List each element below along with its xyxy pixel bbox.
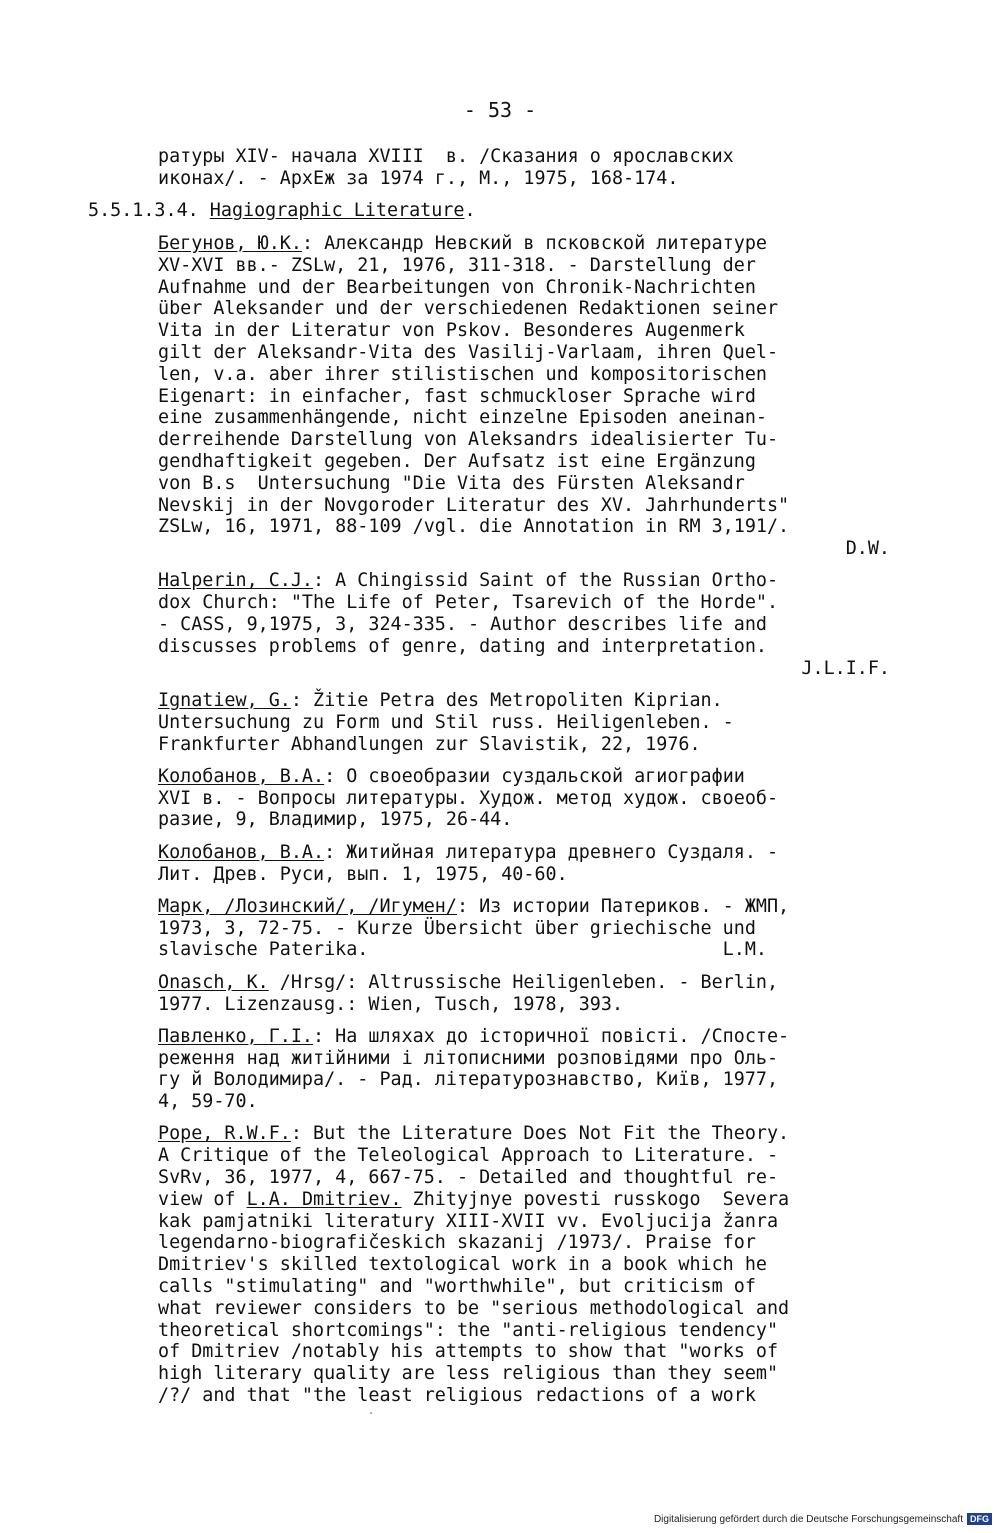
bibliography-entry [158, 766, 898, 831]
entry-line [158, 690, 898, 712]
entry-text: реження над житійними і літописними розповідями про Оль- [158, 1047, 779, 1069]
entry-text: view of [158, 1188, 247, 1210]
scan-speck [370, 1412, 372, 1414]
entry-line [158, 864, 898, 886]
entry-text: : Из истории Патериков. - ЖМП, [456, 895, 790, 917]
entry-line [158, 788, 898, 810]
entry-line [158, 972, 898, 994]
entry-text: XVI в. - Вопросы литературы. Худож. метод худож. своеоб- [158, 787, 779, 809]
entry-line [158, 766, 898, 788]
bibliography-entry [158, 690, 898, 755]
entry-line [158, 1123, 898, 1145]
entry-line [158, 712, 898, 734]
entry-line [158, 342, 898, 364]
entry-line [158, 614, 898, 636]
entry-text: XV-XVI вв.- ZSLw, 21, 1976, 311-318. - Darstellung der [158, 254, 756, 276]
section-period: . [464, 200, 476, 221]
entry-text: discusses problems of genre, dating and interpretation. [158, 635, 767, 657]
continuation-text [158, 146, 898, 190]
entry-author: Pope, R.W.F. [158, 1123, 291, 1145]
entry-line [158, 233, 898, 255]
entry-text: eine zusammenhängende, nicht einzelne Episoden aneinan- [158, 407, 767, 429]
page-number: - 53 - [463, 98, 537, 122]
entry-line [158, 1320, 898, 1342]
entry-line [158, 1189, 898, 1211]
bibliography-entry [158, 972, 898, 1016]
entry-line [158, 255, 898, 277]
bibliography-entry [158, 1026, 898, 1113]
entry-line [158, 320, 898, 342]
entry-text: ZSLw, 16, 1971, 88-109 /vgl. die Annotation in RM 3,191/. [158, 516, 790, 538]
entry-line [158, 1254, 898, 1276]
entry-line [158, 1363, 898, 1385]
entry-text: 1977. Lizenzausg.: Wien, Tusch, 1978, 393. [158, 993, 624, 1015]
entry-text: dox Church: "The Life of Peter, Tsarevich of the Horde". [158, 592, 779, 614]
entry-line [158, 451, 898, 473]
entry-text: Aufnahme und der Bearbeitungen von Chronik-Nachrichten [158, 276, 756, 298]
bibliography-entry [158, 1123, 898, 1406]
entry-text: of Dmitriev /notably his attempts to show that "works of [158, 1341, 779, 1363]
entry-line [158, 1069, 898, 1091]
entry-text: high literary quality are less religious than they seem" [158, 1363, 779, 1385]
entry-line [158, 994, 898, 1016]
entry-line [158, 939, 898, 961]
entry-text: what reviewer considers to be "serious methodological and [158, 1297, 790, 1319]
entry-text: gendhaftigkeit gegeben. Der Aufsatz ist eine Ergänzung [158, 450, 756, 472]
bibliography-entry [158, 233, 898, 560]
entry-text: /?/ and that "the least religious redactions of a work [158, 1385, 756, 1407]
entry-text: : Житийная литература древнего Суздаля. - [324, 841, 779, 863]
entry-text: SvRv, 36, 1977, 4, 667-75. - Detailed and thoughtful re- [158, 1167, 779, 1189]
entry-line [158, 364, 898, 386]
entry-author: Колобанов, В.А. [158, 841, 325, 863]
entry-author: Марк, /Лозинский/, /Игумен/ [158, 895, 457, 917]
digitization-footer [654, 1513, 992, 1525]
bibliography-entry [158, 570, 898, 679]
entry-text: kak pamjatniki literatury XIII-XVII vv. Evoljucija žanra [158, 1210, 779, 1232]
entry-text: Dmitriev's skilled textological work in a book which he [158, 1254, 767, 1276]
entry-text: 1973, 3, 72-75. - Kurze Übersicht über griechische und [158, 917, 756, 939]
entry-text: A Critique of the Teleological Approach to Literature. - [158, 1145, 779, 1167]
entry-text: : A Chingissid Saint of the Russian Ortho- [313, 570, 779, 592]
entry-line [158, 407, 898, 429]
entry-line [158, 809, 898, 831]
continuation-line: иконах/. - АрхЕж за 1974 г., М., 1975, 168-174. [158, 167, 679, 189]
entry-text: Eigenart: in einfacher, fast schmuckloser Sprache wird [158, 385, 756, 407]
entry-line [158, 473, 898, 495]
entry-text: slavische Paterika. L.M. [158, 939, 767, 961]
continuation-line: ратуры XIV- начала XVIII в. /Сказания о ярославских [158, 146, 734, 167]
bibliography-entry [158, 896, 898, 961]
entry-line [158, 896, 898, 918]
entry-line [158, 1167, 898, 1189]
entry-text: разие, 9, Владимир, 1975, 26-44. [158, 809, 513, 831]
entry-line [158, 1232, 898, 1254]
entry-text: über Aleksander und der verschiedenen Redaktionen seiner [158, 298, 779, 320]
entry-author: Павленко, Г.І. [158, 1025, 314, 1047]
entry-line [158, 918, 898, 940]
section-number: 5.5.1.3.4. [88, 200, 210, 221]
entry-text: gilt der Aleksandr-Vita des Vasilij-Varlaam, ihren Quel- [158, 341, 779, 363]
entry-author: Ignatiew, G. [158, 689, 291, 711]
reviewer-initials: J.L.I.F. [801, 657, 890, 679]
entry-text: legendarno-biografičeskich skazanij /1973/. Praise for [158, 1232, 756, 1254]
entry-line [158, 1276, 898, 1298]
entry-line [158, 386, 898, 408]
entry-line [158, 1385, 898, 1407]
entry-text: : But the Literature Does Not Fit the Theory. [290, 1123, 790, 1145]
entry-line [158, 277, 898, 299]
entry-text: Vita in der Literatur von Pskov. Besonderes Augenmerk [158, 320, 745, 342]
entry-line [158, 1341, 898, 1363]
section-title: Hagiographic Literature [209, 200, 465, 221]
entry-text: derreihende Darstellung von Aleksandrs idealisierter Tu- [158, 429, 779, 451]
entry-line [158, 1211, 898, 1233]
entry-text: : Александр Невский в псковской литературе [301, 233, 767, 254]
entry-line [158, 1091, 898, 1113]
entry-text: theoretical shortcomings": the "anti-religious tendency" [158, 1319, 779, 1341]
entry-line [158, 495, 898, 517]
entry-text: : О своеобразии суздальской агиографии [324, 765, 745, 787]
bibliography-entry [158, 842, 898, 886]
entry-line [158, 1048, 898, 1070]
entry-line [158, 429, 898, 451]
footer-text: Digitalisierung gefördert durch die Deutsche Forschungsgemeinschaft [653, 1513, 963, 1525]
entry-author: Onasch, K. [158, 971, 269, 993]
entry-line [158, 1298, 898, 1320]
entry-line [158, 592, 898, 614]
entry-text: Untersuchung zu Form und Stil russ. Heiligenleben. - [158, 711, 734, 733]
entry-text: - CASS, 9,1975, 3, 324-335. - Author describes life and [158, 614, 767, 636]
entry-text: : На шляхах до історичної повісті. /Спосте- [313, 1025, 790, 1047]
entry-author: Бегунов, Ю.К. [158, 233, 302, 254]
entry-author: Halperin, C.J. [158, 570, 314, 592]
entry-line [158, 1145, 898, 1167]
entry-text: 4, 59-70. [158, 1091, 258, 1113]
entry-text: von B.s Untersuchung "Die Vita des Fürsten Aleksandr [158, 472, 745, 494]
entry-text: /Hrsg/: Altrussische Heiligenleben. - Berlin, [268, 971, 779, 993]
entry-text: гу й Володимира/. - Рад. літературознавство, Київ, 1977, [158, 1069, 779, 1091]
entry-line [158, 570, 898, 592]
entry-line [158, 298, 898, 320]
entry-line [158, 636, 898, 658]
entry-text: Лит. Древ. Руси, вып. 1, 1975, 40-60. [158, 863, 568, 885]
reviewer-initials: D.W. [845, 538, 890, 560]
entry-text: Zhityjnye povesti russkogo Severa [401, 1188, 790, 1210]
entry-text: Frankfurter Abhandlungen zur Slavistik, 22, 1976. [158, 733, 701, 755]
section-heading [88, 200, 476, 221]
entry-line [158, 1026, 898, 1048]
bibliography-list [158, 233, 898, 1407]
entry-text: calls "stimulating" and "worthwhile", but criticism of [158, 1276, 756, 1298]
entry-line [158, 734, 898, 756]
entry-text: len, v.a. aber ihrer stilistischen und kompositorischen [158, 363, 767, 385]
entry-line [158, 842, 898, 864]
entry-author: Колобанов, В.А. [158, 765, 325, 787]
entry-author: L.A. Dmitriev. [246, 1188, 402, 1210]
entry-text: Nevskij in der Novgoroder Literatur des XV. Jahrhunderts" [158, 494, 790, 516]
entry-line [158, 516, 898, 538]
entry-text: : Žitie Petra des Metropoliten Kiprian. [290, 689, 723, 711]
dfg-logo: DFG [967, 1513, 992, 1525]
